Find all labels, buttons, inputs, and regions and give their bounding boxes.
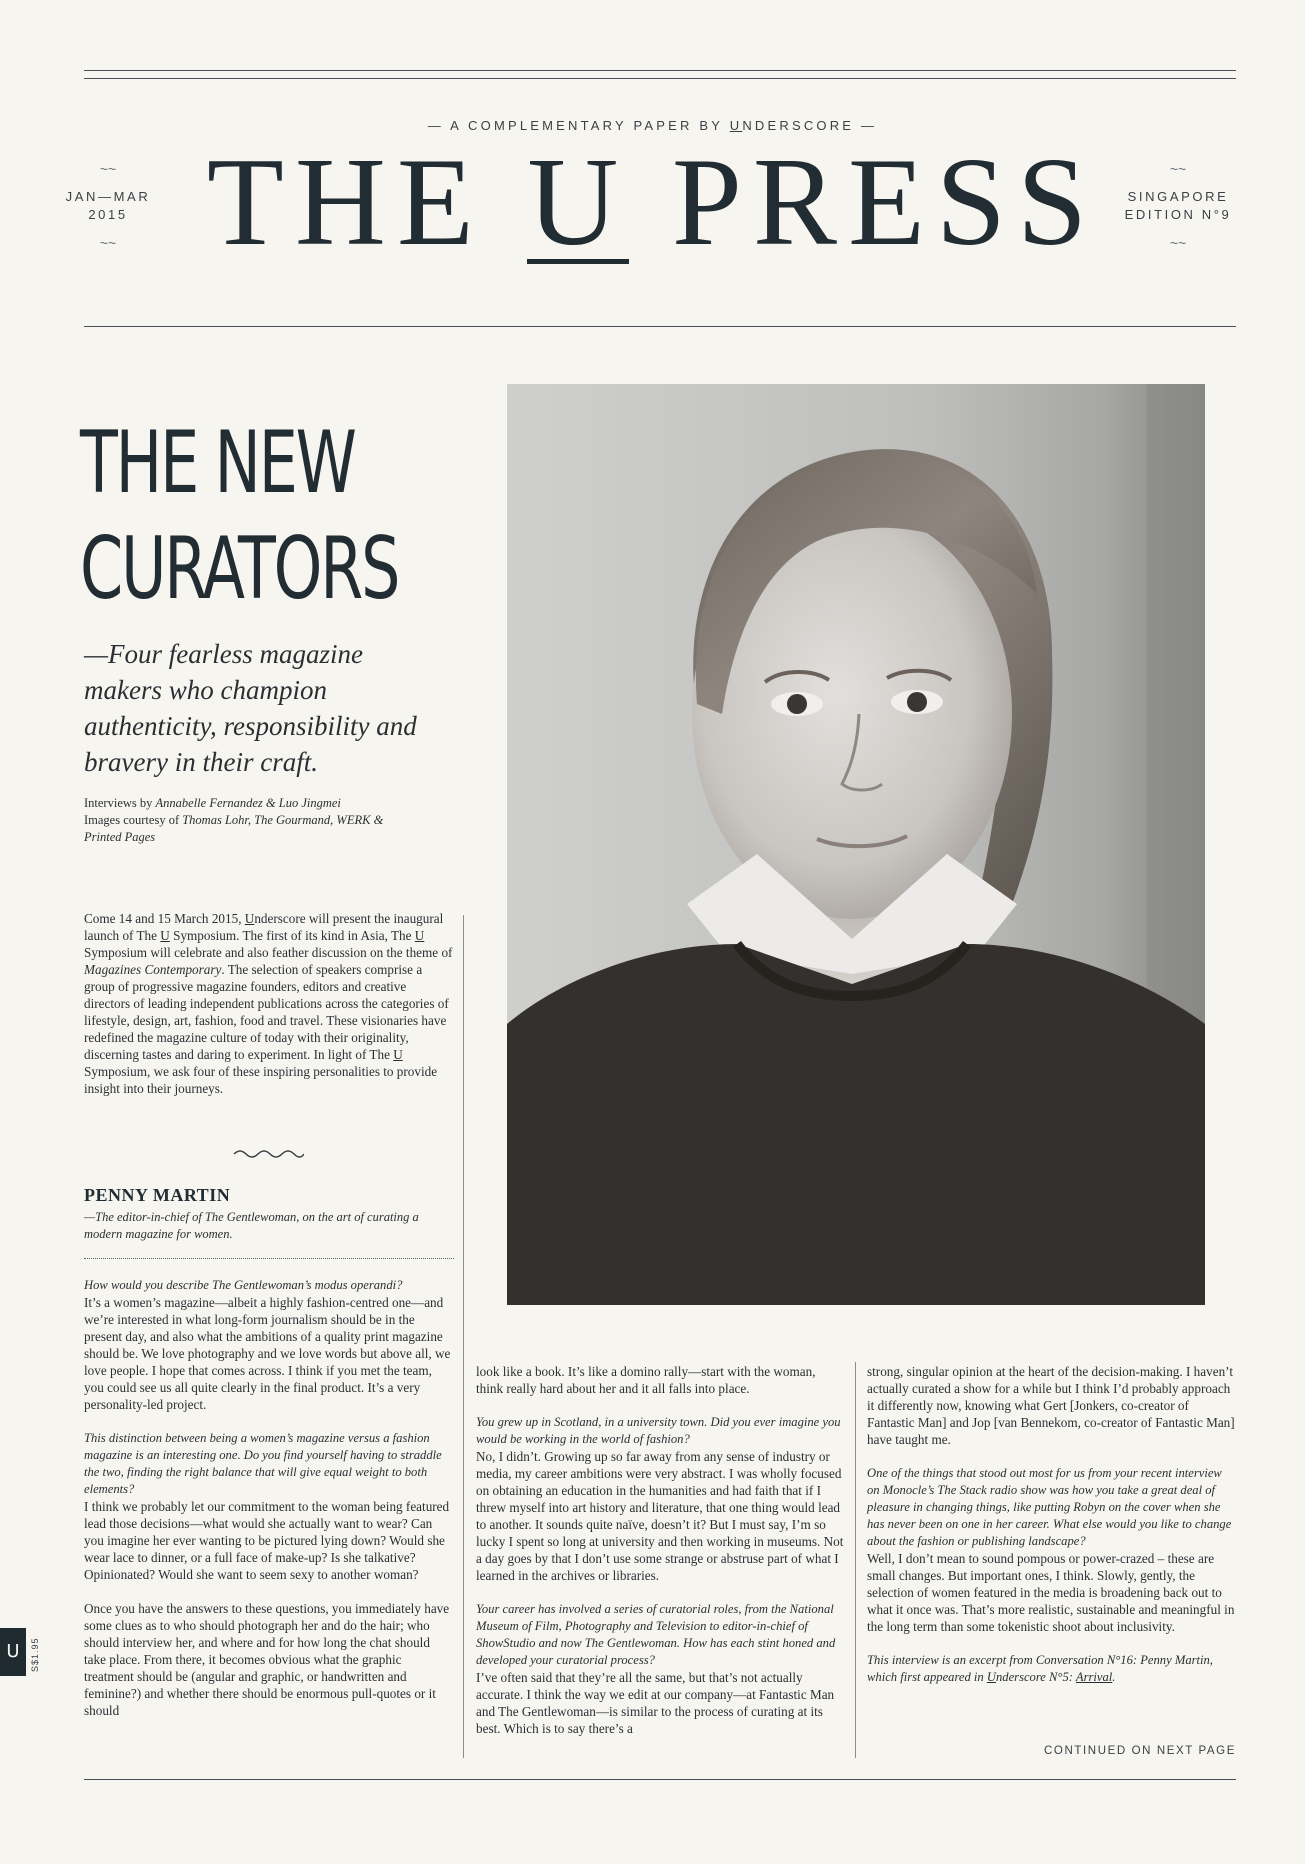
dotted-divider <box>84 1258 454 1259</box>
interviewee-name: PENNY MARTIN <box>84 1185 231 1205</box>
question: This distinction between being a women’s magazine versus a fashion magazine is an interesting one. Do you find yourself having to straddle the two, finding the right balance that will give equal weight to both elements? <box>84 1431 442 1496</box>
ornament-tilde: ~~ <box>99 161 117 177</box>
ornament-tilde: ~~ <box>1169 161 1187 177</box>
ornament-tilde: ~~ <box>99 235 117 251</box>
portrait-photo <box>507 384 1205 1305</box>
price-label: S$1.95 <box>30 1637 40 1672</box>
column-rule-1 <box>463 915 464 1758</box>
answer: I think we probably let our commitment to the woman being featured lead those decisions—what would she actually want to wear? Can you imagine her ever wanting to be pictured lying down? Would she wear lace to dinner, or a full face of make-up? Is she talkative? Opinionated? Would she want to seem sexy to another woman? <box>84 1499 450 1582</box>
masthead-bottom-rule <box>84 326 1236 327</box>
answer: It’s a women’s magazine—albeit a highly fashion-centred one—and we’re interested in what long-form journalism should be in the present day, and also what the ambitions of a quality print magazine should be. We love photography and we love words but above all, we love people. I hope that comes across. I think if you met the team, you could see us all quite clearly in the final product. It’s a very personality-led project. <box>84 1295 451 1412</box>
underscore-logo: U <box>0 1628 26 1676</box>
answer: I’ve often said that they’re all the same, but that’s not actually accurate. I think the way we edit at our company—at Fantastic Man and The Gentlewoman—is similar to the process of curating at its best. Which is to say there’s a <box>476 1670 835 1736</box>
excerpt-note: This interview is an excerpt from Conversation N°16: Penny Martin, which first appeared in Underscore N°5: Arrival. <box>867 1653 1213 1684</box>
intro-paragraph: Come 14 and 15 March 2015, Underscore will present the inaugural launch of The U Symposium. The first of its kind in Asia, The U Symposium will celebrate and also feather discussion on the theme of Magazines Contemporary. The selection of speakers comprise a group of progressive magazine founders, editors and creative directors of leading independent publications across the categories of lifestyle, design, art, fashion, food and travel. These visionaries have redefined the magazine culture of today with their originality, discerning tastes and daring to experiment. In light of The U Symposium, we ask four of these inspiring personalities to provide insight into their journeys. <box>84 911 453 1096</box>
answer: Once you have the answers to these questions, you immediately have some clues as to who should photograph her and do the hair; who should interview her, and where and for how long the chat should take place. From there, it becomes obvious what the graphic treatment should be (angular and graphic, or handwritten and feminine?) and whether there should be enormous pull-quotes or it should <box>84 1601 450 1718</box>
squiggle-divider <box>232 1148 304 1160</box>
interview-column-2 <box>476 1363 844 1737</box>
question: How would you describe The Gentlewoman’s modus operandi? <box>84 1278 403 1292</box>
answer: look like a book. It’s like a domino rally—start with the woman, think really hard about her and it all falls into place. <box>476 1364 816 1396</box>
top-rule-1 <box>84 70 1236 71</box>
answer: strong, singular opinion at the heart of the decision-making. I haven’t actually curated a show for a while but I think I’d probably approach it differently now, knowing what Gert [Jonkers, co-creator of Fantastic Man] and Jop [van Bennekom, co-creator of Fantastic Man] have taught me. <box>867 1364 1235 1447</box>
answer: No, I didn’t. Growing up so far away from any sense of industry or media, my career ambitions were very abstract. I was wholly focused on obtaining an education in the humanities and had faith that if I threw myself into art history and literature, that one thing would lead to another. It sounds quite naïve, doesn’t it? But I must say, I’m so lucky I spent so long at university and then working in museums. Not a day goes by that I don’t use some strange or abstruse part of what I learned in the archives or libraries. <box>476 1449 844 1583</box>
column-rule-2 <box>855 1362 856 1758</box>
continued-label: CONTINUED ON NEXT PAGE <box>1044 1745 1236 1757</box>
question: Your career has involved a series of curatorial roles, from the National Museum of Film, Photography and Television to editor-in-chief of ShowStudio and now The Gentlewoman. How has each stint honed and developed your curatorial process? <box>476 1602 836 1667</box>
ornament-tilde: ~~ <box>1169 235 1187 251</box>
interviewee-subdek: —The editor-in-chief of The Gentlewoman, on the art of curating a modern magazine for women. <box>84 1210 419 1241</box>
issue-date: ~~ JAN—MAR 2015 ~~ <box>38 162 178 250</box>
bottom-rule <box>84 1779 1236 1780</box>
portrait-illustration <box>507 384 1205 1305</box>
feature-credits: Interviews by Annabelle Fernandez & Luo Jingmei Images courtesy of Thomas Lohr, The Gourmand, WERK & Printed Pages <box>84 796 384 844</box>
arrival-link[interactable]: Arrival <box>1075 1670 1113 1684</box>
interview-column-1 <box>84 1277 454 1719</box>
interview-column-3 <box>867 1363 1237 1686</box>
feature-headline: THE NEW CURATORS <box>80 413 399 619</box>
question: You grew up in Scotland, in a university town. Did you ever imagine you would be working in the world of fashion? <box>476 1415 841 1446</box>
edition-info: ~~ SINGAPORE EDITION N°9 ~~ <box>1108 162 1248 250</box>
masthead-tagline: — A COMPLEMENTARY PAPER BY UNDERSCORE — <box>427 118 878 133</box>
top-rule-2 <box>84 78 1236 79</box>
question: One of the things that stood out most for us from your recent interview on Monocle’s The Stack radio show was how you take a great deal of pleasure in changing things, like putting Robyn on the cover when she has never been on one in her career. What else would you like to change about the fashion or publishing landscape? <box>867 1466 1232 1548</box>
masthead-title: THE U PRESS <box>206 133 1099 272</box>
feature-dek: —Four fearless magazine makers who champion authenticity, responsibility and bravery in their craft. <box>84 639 417 777</box>
answer: Well, I don’t mean to sound pompous or power-crazed – these are small changes. But important ones, I think. Slowly, gently, the selection of women featured in the media is broadening back out to what it once was. That’s more realistic, sustainable and meaningful in the long term than some tokenistic shoot about inclusivity. <box>867 1551 1235 1634</box>
